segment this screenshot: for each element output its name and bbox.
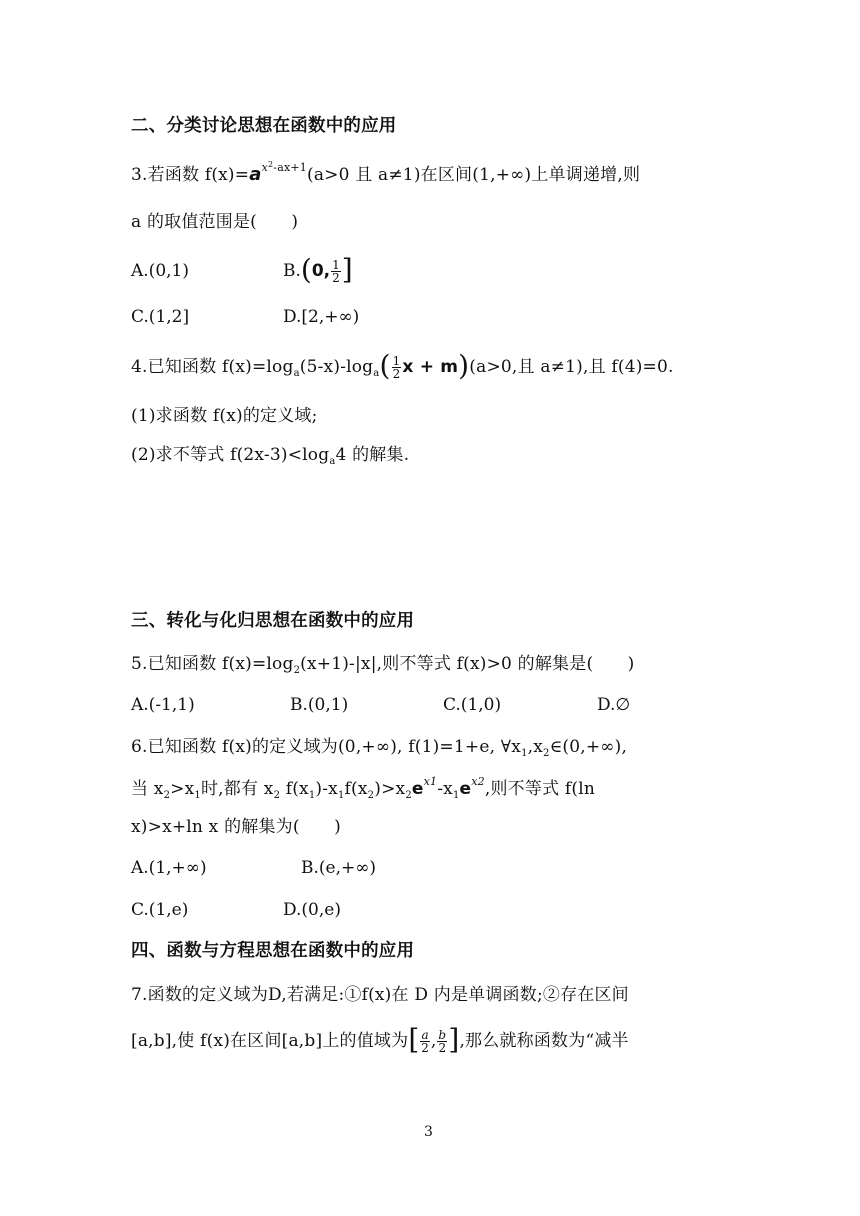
q5-option-d: D.∅ [597, 695, 631, 715]
question-7-line-2: [a,b],使 f(x)在区间[a,b]上的值域为[ $\frac{a}{2}$ , $\frac{b}{2}$ ],那么就称函数为“减半 [131, 1022, 629, 1056]
section-heading-4: 四、函数与方程思想在函数中的应用 [131, 941, 415, 961]
question-6-line-2: 当 $x_2>x_1$时,都有 $x_2$ $f(x_1)-x_1f(x_2)>x_2e^{x1}-x_1e^{x2}$,则不等式 f(ln [131, 775, 595, 801]
q3-option-a: A.(0,1) [131, 261, 189, 281]
q5-option-c: C.(1,0) [443, 695, 502, 715]
page-number: 3 [424, 1124, 433, 1140]
section-heading-3: 三、转化与化归思想在函数中的应用 [131, 611, 415, 631]
question-4-part-1: (1)求函数 f(x)的定义域; [131, 406, 318, 426]
q3-option-d: D.[2,+∞) [283, 307, 360, 327]
question-6-line-1: 6.已知函数 f(x)的定义域为(0,+∞), f(1)=1+e, $\forall x_1,x_2\in(0,+\infty)$, [131, 737, 628, 759]
q6-option-a: A.(1,+∞) [131, 858, 207, 878]
q5-option-b: B.(0,1) [290, 695, 349, 715]
question-3-line-2: a 的取值范围是( ) [131, 212, 299, 232]
question-6-line-3: x)>x+ln x 的解集为( ) [131, 817, 341, 837]
question-4-part-2: (2)求不等式 $f(2x-3)<\log_a4$ 的解集. [131, 445, 410, 467]
question-7-line-1: 7.函数的定义域为D,若满足:①f(x)在 D 内是单调函数;②存在区间 [131, 985, 629, 1005]
q3-option-c: C.(1,2] [131, 307, 190, 327]
question-5-line-1: 5.已知函数 $f(x)=\log_2(x+1)-|x|$,则不等式 f(x)>0 的解集是( ) [131, 654, 635, 676]
q3-option-b: B.(0, $\frac{1}{2}$ ] [283, 252, 353, 286]
question-3-line-1: 3.若函数 $f(x)=a^{x^2-ax+1}(a>0$ 且 a≠1)在区间(1,+∞)上单调递增,则 [131, 160, 641, 185]
q6-option-c: C.(1,e) [131, 900, 189, 920]
section-heading-2: 二、分类讨论思想在函数中的应用 [131, 116, 397, 136]
q6-option-b: B.(e,+∞) [301, 858, 377, 878]
question-4-line-1: 4.已知函数 $f(x)=\log_a(5-x)-\log_a$( $\frac{1}{2}$ x + m)(a>0,且 a≠1),且 f(4)=0. [131, 348, 674, 382]
q6-option-d: D.(0,e) [283, 900, 341, 920]
q5-option-a: A.(-1,1) [131, 695, 195, 715]
